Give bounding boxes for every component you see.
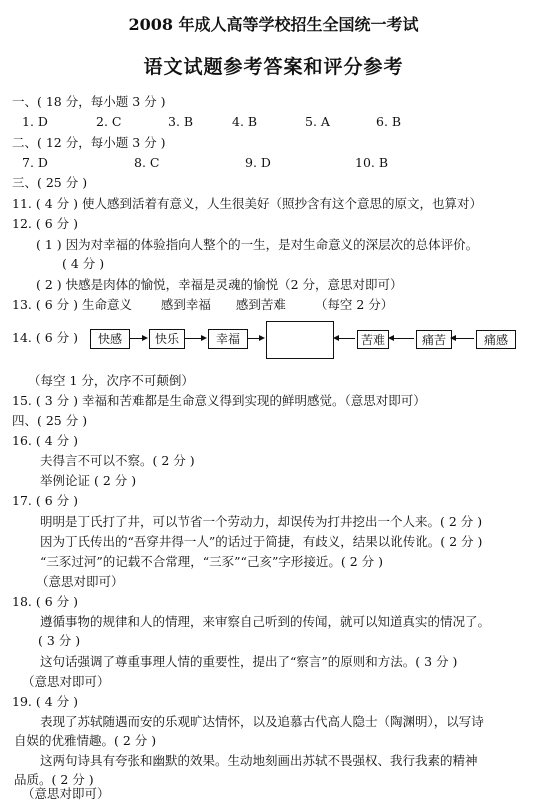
box-tongku: 痛苦 bbox=[416, 330, 452, 349]
q13-answer: 13. ( 6 分 ) 生命意义 感到幸福 感到苦难 （每空 2 分） bbox=[12, 297, 394, 312]
answer-3: 3. B bbox=[168, 114, 194, 129]
arrow-right-icon bbox=[248, 338, 263, 339]
q19-heading: 19. ( 4 分 ) bbox=[12, 694, 78, 709]
q18-line-4: （意思对即可） bbox=[22, 674, 110, 689]
q18-line-1: 遵循事物的规律和人的情理，来审察自己听到的传闻，就可以知道真实的情况了。 bbox=[40, 614, 491, 629]
box-kuaile: 快乐 bbox=[149, 329, 185, 349]
section-three-heading: 三、( 25 分 ) bbox=[12, 175, 88, 190]
arrow-right-icon bbox=[130, 338, 146, 339]
q15-answer: 15. ( 3 分 ) 幸福和苦难都是生命意义得到实现的鲜明感觉。（意思对即可） bbox=[12, 393, 426, 408]
arrow-left-icon bbox=[452, 338, 474, 339]
answer-5: 5. A bbox=[305, 114, 330, 129]
q11-answer: 11. ( 4 分 ) 使人感到活着有意义，人生很美好（照抄含有这个意思的原文，也算对） bbox=[12, 196, 482, 211]
q12-line-1: ( 1 ) 因为对幸福的体验指向人整个的一生，是对生命意义的深层次的总体评价。 bbox=[36, 237, 479, 252]
q12-heading: 12. ( 6 分 ) bbox=[12, 216, 78, 231]
q12-line-3: ( 2 ) 快感是肉体的愉悦，幸福是灵魂的愉悦（2 分，意思对即可） bbox=[36, 277, 403, 292]
answer-9: 9. D bbox=[245, 155, 271, 170]
q12-line-2: ( 4 分 ) bbox=[62, 256, 105, 271]
q17-line-4: （意思对即可） bbox=[36, 574, 124, 589]
q19-line-3: 这两句诗具有夸张和幽默的效果。生动地刻画出苏轼不畏强权、我行我素的精神 bbox=[40, 753, 478, 768]
q16-line-2: 举例论证 ( 2 分 ) bbox=[40, 473, 137, 488]
q18-line-3: 这句话强调了尊重事理人情的重要性，提出了“察言”的原则和方法。( 3 分 ) bbox=[40, 654, 458, 669]
answer-4: 4. B bbox=[232, 114, 258, 129]
q14-note: （每空 1 分，次序不可颠倒） bbox=[28, 373, 194, 388]
q19-line-5: （意思对即可） bbox=[22, 786, 110, 801]
document-title: 2008 年成人高等学校招生全国统一考试 bbox=[128, 15, 419, 34]
section-two-heading: 二、( 12 分，每小题 3 分 ) bbox=[12, 135, 166, 150]
q18-heading: 18. ( 6 分 ) bbox=[12, 594, 78, 609]
q16-line-1: 夫得言不可以不察。( 2 分 ) bbox=[40, 453, 195, 468]
answer-1: 1. D bbox=[22, 114, 48, 129]
box-kuaigan: 快感 bbox=[90, 329, 130, 349]
box-xingfu: 幸福 bbox=[208, 329, 248, 349]
box-kunan: 苦难 bbox=[357, 330, 389, 349]
arrow-left-icon bbox=[390, 338, 414, 339]
q17-line-3: “三豕过河”的记载不合常理，“三豕”“己亥”字形接近。( 2 分 ) bbox=[40, 554, 383, 569]
section-one-heading: 一、( 18 分，每小题 3 分 ) bbox=[12, 94, 166, 109]
q17-line-1: 明明是丁氏打了井，可以节省一个劳动力，却误传为打井挖出一个人来。( 2 分 ) bbox=[40, 514, 483, 529]
answer-10: 10. B bbox=[355, 155, 389, 170]
document-subtitle: 语文试题参考答案和评分参考 bbox=[143, 56, 404, 78]
q17-line-2: 因为丁氏传出的“吾穿井得一人”的话过于简捷，有歧义，结果以讹传讹。( 2 分 ) bbox=[40, 534, 483, 549]
q19-line-2: 自娱的优雅情趣。( 2 分 ) bbox=[14, 733, 157, 748]
q16-heading: 16. ( 4 分 ) bbox=[12, 433, 78, 448]
answer-8: 8. C bbox=[134, 155, 160, 170]
q14-heading: 14. ( 6 分 ) bbox=[12, 330, 78, 345]
q17-heading: 17. ( 6 分 ) bbox=[12, 493, 78, 508]
answer-6: 6. B bbox=[376, 114, 402, 129]
q18-line-2: ( 3 分 ) bbox=[38, 633, 81, 648]
answer-7: 7. D bbox=[22, 155, 48, 170]
q19-line-1: 表现了苏轼随遇而安的乐观旷达情怀，以及追慕古代高人隐士（陶渊明），以写诗 bbox=[40, 714, 484, 729]
blank-center-box bbox=[266, 321, 334, 359]
arrow-right-icon bbox=[185, 338, 205, 339]
arrow-left-icon bbox=[335, 338, 355, 339]
box-tonggan: 痛感 bbox=[476, 330, 516, 349]
answer-2: 2. C bbox=[96, 114, 122, 129]
section-four-heading: 四、( 25 分 ) bbox=[12, 413, 88, 428]
q19-line-4: 品质。( 2 分 ) bbox=[14, 772, 94, 787]
